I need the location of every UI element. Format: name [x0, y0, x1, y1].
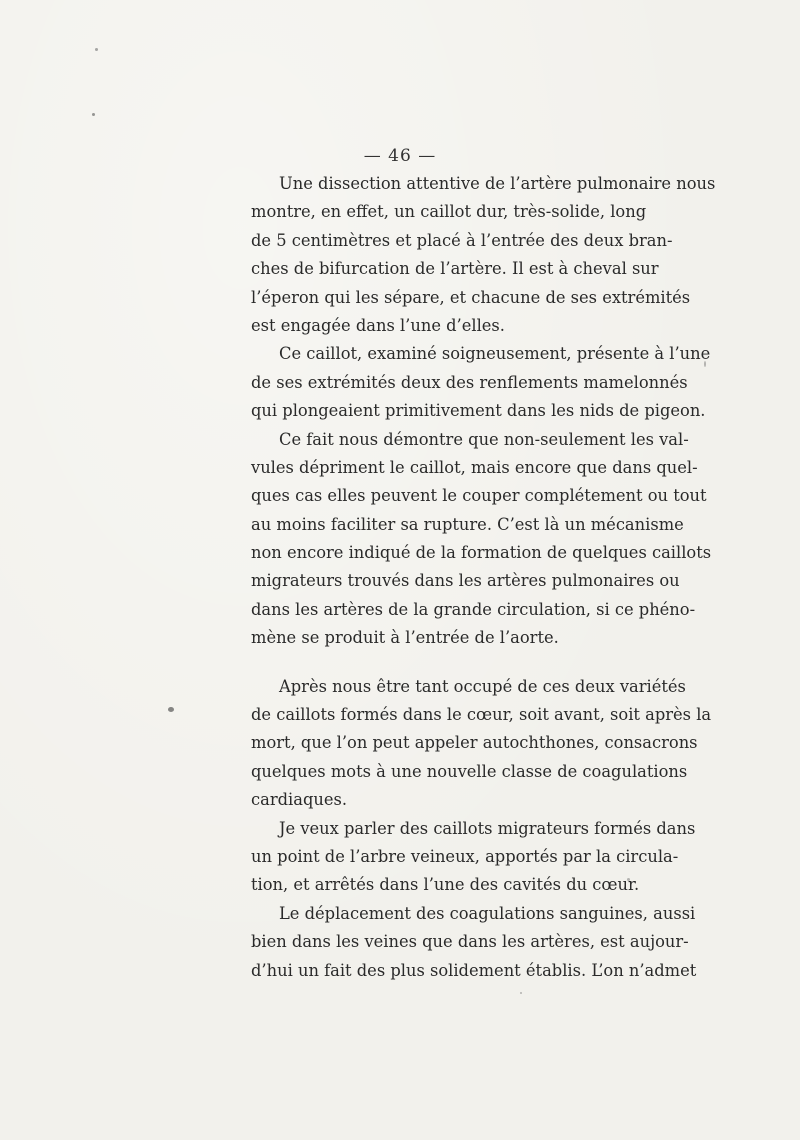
paragraph [251, 170, 716, 340]
text-line: l’éperon qui les sépare, et chacune de ses extrémités [251, 287, 691, 307]
text-line: Ce fait nous démontre que non-seulement les val- [279, 429, 689, 449]
text-line: Après nous être tant occupé de ces deux variétés [279, 676, 686, 696]
text-line: de caillots formés dans le cœur, soit avant, soit après la [251, 705, 712, 725]
text-line: au moins faciliter sa rupture. C’est là un mécanisme [251, 514, 684, 534]
paragraph [251, 340, 711, 425]
text-line: mène se produit à l’entrée de l’aorte. [251, 628, 559, 648]
text-line: non encore indiqué de la formation de quelques caillots [251, 543, 712, 563]
text-line: Je veux parler des caillots migrateurs formés dans [279, 818, 696, 838]
paper-speck [520, 992, 522, 994]
text-line: qui plongeaient primitivement dans les nids de pigeon. [251, 401, 706, 421]
text-line: montre, en effet, un caillot dur, très-solide, long [251, 202, 647, 222]
text-line: cardiaques. [251, 790, 348, 810]
text-line: de 5 centimètres et placé à l’entrée des deux bran- [251, 230, 673, 250]
body-text [251, 170, 716, 985]
text-line: Le déplacement des coagulations sanguines, aussi [279, 903, 696, 923]
page-number: — 46 — [363, 146, 437, 166]
text-line: d’hui un fait des plus solidement établis. L’on n’admet [251, 960, 697, 980]
paper-speck [704, 361, 706, 367]
text-line: vules dépriment le caillot, mais encore que dans quel- [251, 457, 698, 477]
paper-speck [168, 707, 174, 712]
text-line: Ce caillot, examiné soigneusement, présente à l’une [279, 344, 711, 364]
paper-speck [92, 113, 95, 116]
paragraph [251, 815, 696, 900]
text-line: migrateurs trouvés dans les artères pulmonaires ou [251, 571, 680, 591]
text-line: dans les artères de la grande circulation, si ce phéno- [251, 599, 696, 619]
paragraph [251, 426, 712, 653]
text-line: ches de bifurcation de l’artère. Il est à cheval sur [251, 259, 659, 279]
text-line: tion, et arrêtés dans l’une des cavités du cœur. [251, 875, 640, 895]
paragraph [251, 673, 712, 815]
text-line: ques cas elles peuvent le couper complétement ou tout [251, 486, 707, 506]
text-line: est engagée dans l’une d’elles. [251, 315, 505, 335]
paragraph-gap [251, 653, 625, 673]
text-line: bien dans les veines que dans les artères, est aujour- [251, 932, 689, 952]
text-line: mort, que l’on peut appeler autochthones, consacrons [251, 733, 698, 753]
text-line: un point de l’arbre veineux, apportés par la circula- [251, 846, 679, 866]
text-line: Une dissection attentive de l’artère pulmonaire nous [279, 174, 716, 193]
text-line: de ses extrémités deux des renflements mamelonnés [251, 372, 688, 392]
paper-speck [95, 48, 98, 51]
paper-speck [627, 878, 630, 881]
paragraph [251, 900, 697, 985]
text-line: quelques mots à une nouvelle classe de coagulations [251, 761, 688, 781]
